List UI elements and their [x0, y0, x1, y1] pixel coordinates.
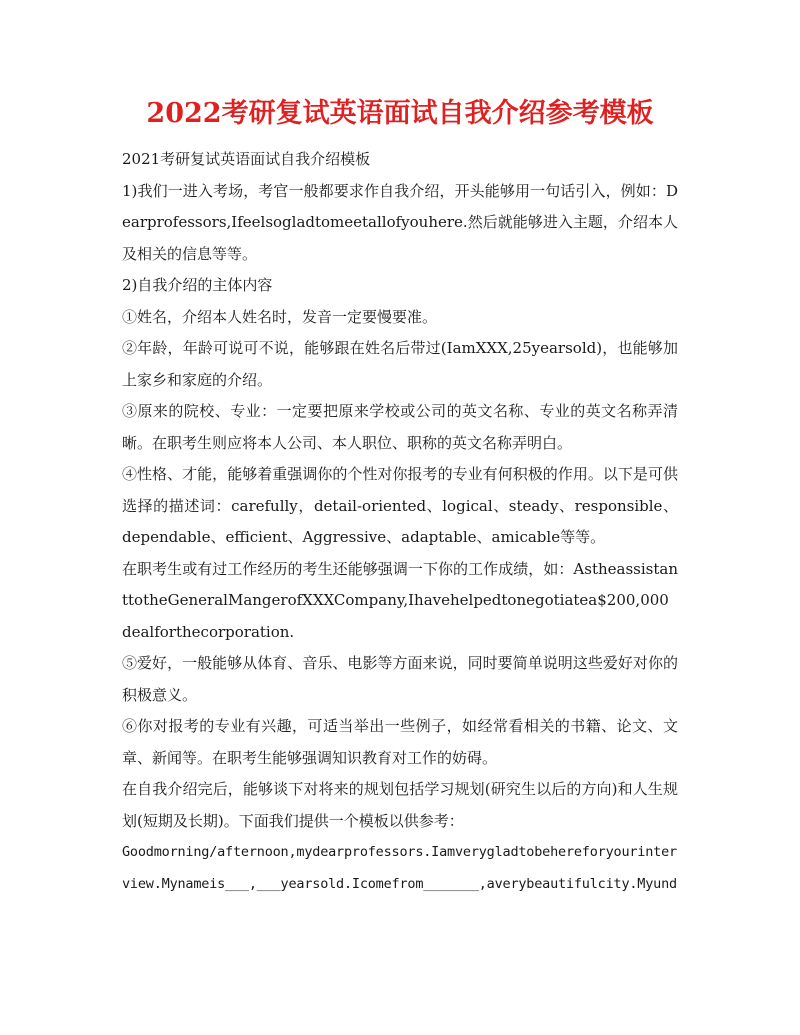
paragraph-school-major: ③原来的院校、专业：一定要把原来学校或公司的英文名称、专业的英文名称弄清晰。在职考生则应将本人公司、本人职位、职称的英文名称弄明白。 [122, 402, 678, 452]
paragraph-future-plan: 在自我介绍完后，能够谈下对将来的规划包括学习规划(研究生以后的方向)和人生规划(短期及长期)。下面我们提供一个模板以供参考： [122, 780, 678, 830]
paragraph-hobbies: ⑤爱好，一般能够从体育、音乐、电影等方面来说，同时要简单说明这些爱好对你的积极意义。 [122, 654, 678, 704]
paragraph-main-content-heading: 2)自我介绍的主体内容 [122, 276, 273, 294]
paragraph-opening: 1)我们一进入考场，考官一般都要求作自我介绍，开头能够用一句话引入，例如：Dearprofessors,Ifeelsogladtomeetallofyouhere.然后就能够进入主题，介绍本人及相关的信息等等。 [122, 181, 678, 263]
paragraph-subtitle: 2021考研复试英语面试自我介绍模板 [122, 150, 371, 168]
paragraph-work-experience: 在职考生或有过工作经历的考生还能够强调一下你的工作成绩，如：AstheassistanttotheGeneralMangerofXXXCompany,Ihavehelpedtonegotiatea$200,000dealforthecorporation. [122, 559, 678, 641]
paragraph-personality: ④性格、才能，能够着重强调你的个性对你报考的专业有何积极的作用。以下是可供选择的描述词：carefully，detail-oriented、logical、steady、responsible、dependable、efficient、Aggressive、adaptable、amicable等等。 [122, 465, 678, 546]
document-page [122, 96, 678, 900]
paragraph-name: ①姓名，介绍本人姓名时，发音一定要慢要准。 [122, 307, 438, 326]
paragraph-interest: ⑥你对报考的专业有兴趣，可适当举出一些例子，如经常看相关的书籍、论文、文章、新闻等。在职考生能够强调知识教育对工作的妨碍。 [122, 717, 678, 767]
document-title: 2022考研复试英语面试自我介绍参考模板 [146, 98, 654, 129]
paragraph-template-text: Goodmorning/afternoon,mydearprofessors.Iamverygladtobehereforyourinterview.Mynameis___,___yearsold.Icomefrom_______,averybeautifulcity.Myund [122, 844, 677, 892]
paragraph-age: ②年龄，年龄可说可不说，能够跟在姓名后带过(IamXXX,25yearsold)，也能够加上家乡和家庭的介绍。 [122, 339, 678, 389]
